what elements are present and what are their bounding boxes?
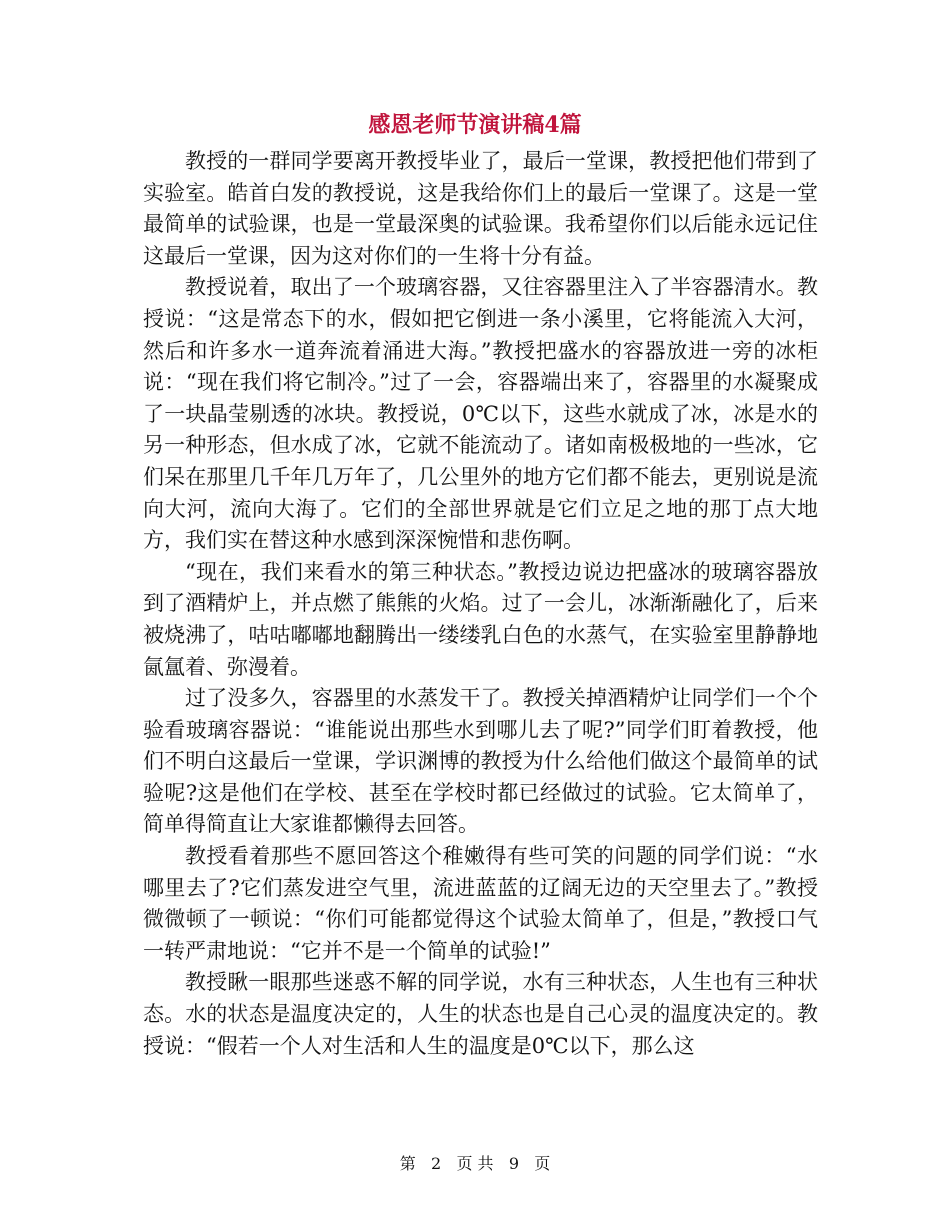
page-footer (0, 1152, 950, 1176)
paragraph-2: 教授说着，取出了一个玻璃容器，又往容器里注入了半容器清水。教授说：“这是常态下的水，假如把它倒进一条小溪里，它将能流入大河，然后和许多水一道奔流着涌进大海。”教授把盛水的容器放进一旁的冰柜说：“现在我们将它制冷。”过了一会，容器端出来了，容器里的水凝聚成了一块晶莹剔透的冰块。教授说，0℃以下，这些水就成了冰，冰是水的另一种形态，但水成了冰，它就不能流动了。诸如南极极地的一些冰，它们呆在那里几千年几万年了，几公里外的地方它们都不能去，更别说是流向大河，流向大海了。它们的全部世界就是它们立足之地的那丁点大地方，我们实在替这种水感到深深惋惜和悲伤啊。 (143, 275, 818, 553)
footer-middle: 页 共 (456, 1154, 494, 1173)
document-title: 感恩老师节演讲稿4篇 (368, 112, 582, 138)
paragraph-3: “现在，我们来看水的第三种状态。”教授边说边把盛冰的玻璃容器放到了酒精炉上，并点燃了熊熊的火焰。过了一会儿，冰渐渐融化了，后来被烧沸了，咕咕嘟嘟地翻腾出一缕缕乳白色的水蒸气，在实验室里静静地氤氲着、弥漫着。 (143, 559, 818, 679)
paragraph-4: 过了没多久，容器里的水蒸发干了。教授关掉酒精炉让同学们一个个验看玻璃容器说：“谁能说出那些水到哪儿去了呢?”同学们盯着教授，他们不明白这最后一堂课，学识渊博的教授为什么给他们做这个最简单的试验呢?这是他们在学校、甚至在学校时都已经做过的试验。它太简单了，简单得简直让大家谁都懒得去回答。 (143, 686, 818, 837)
footer-total-pages: 9 (508, 1154, 520, 1173)
paragraph-5: 教授看着那些不愿回答这个稚嫩得有些可笑的问题的同学们说：“水哪里去了?它们蒸发进空气里，流进蓝蓝的辽阔无边的天空里去了。”教授微微顿了一顿说：“你们可能都觉得这个试验太简单了，但是，”教授口气一转严肃地说：“它并不是一个简单的试验!” (143, 844, 818, 963)
footer-prefix: 第 (399, 1154, 416, 1173)
footer-suffix: 页 (534, 1154, 551, 1173)
paragraph-6: 教授瞅一眼那些迷惑不解的同学说，水有三种状态，人生也有三种状态。水的状态是温度决定的，人生的状态也是自己心灵的温度决定的。教授说：“假若一个人对生活和人生的温度是0℃以下，那么这 (143, 970, 818, 1058)
document-body (143, 146, 818, 1062)
footer-page-number: 2 (430, 1154, 442, 1173)
paragraph-1: 教授的一群同学要离开教授毕业了，最后一堂课，教授把他们带到了实验室。皓首白发的教授说，这是我给你们上的最后一堂课了。这是一堂最简单的试验课，也是一堂最深奥的试验课。我希望你们以后能永远记住这最后一堂课，因为这对你们的一生将十分有益。 (143, 149, 818, 268)
